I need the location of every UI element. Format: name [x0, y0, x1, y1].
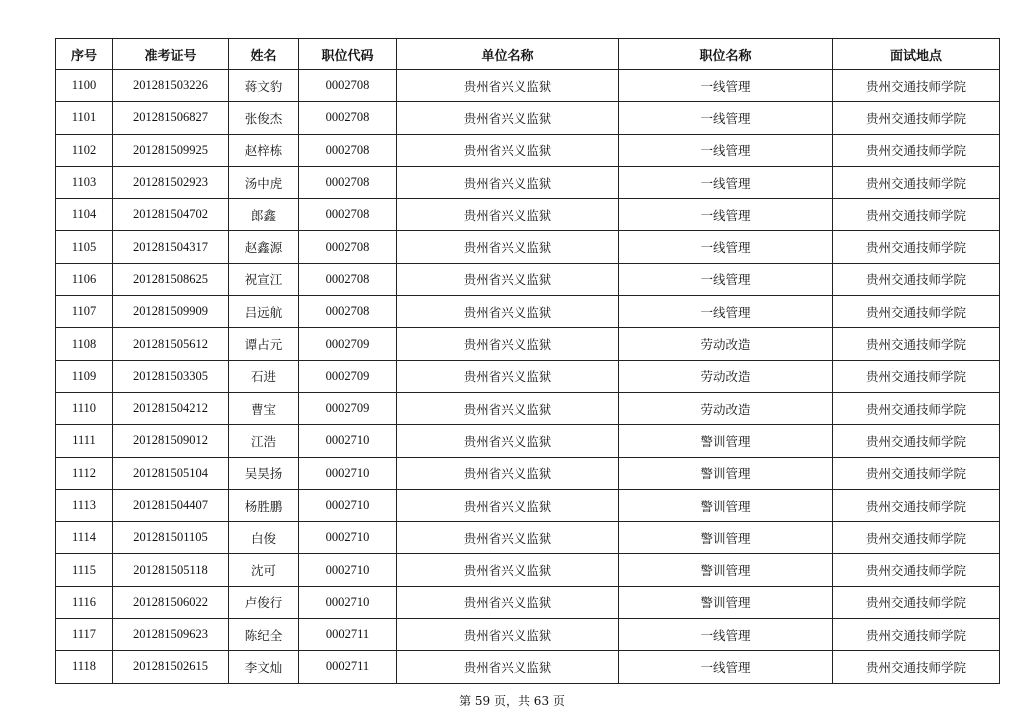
name-cell: 张俊杰 — [229, 102, 299, 134]
location-cell: 贵州交通技师学院 — [833, 199, 1000, 231]
position-name-cell: 一线管理 — [619, 199, 833, 231]
ticket-number-cell: 201281508625 — [113, 263, 229, 295]
name-cell: 蒋文豹 — [229, 70, 299, 102]
table-row — [56, 199, 1000, 231]
name-cell: 白俊 — [229, 522, 299, 554]
table-row — [56, 360, 1000, 392]
page-footer: 第 59 页，共 63 页 — [459, 694, 565, 708]
unit-name-cell: 贵州省兴义监狱 — [397, 457, 619, 489]
position-name-cell: 一线管理 — [619, 231, 833, 263]
ticket-number-cell: 201281505612 — [113, 328, 229, 360]
ticket-number-cell: 201281509623 — [113, 619, 229, 651]
unit-name-cell: 贵州省兴义监狱 — [397, 102, 619, 134]
header-cell-seq: 序号 — [56, 39, 113, 70]
unit-name-cell: 贵州省兴义监狱 — [397, 70, 619, 102]
position-code-cell: 0002710 — [299, 425, 397, 457]
seq-cell: 1118 — [56, 651, 113, 683]
position-code-cell: 0002708 — [299, 231, 397, 263]
unit-name-cell: 贵州省兴义监狱 — [397, 489, 619, 521]
ticket-number-cell: 201281506827 — [113, 102, 229, 134]
seq-cell: 1110 — [56, 392, 113, 424]
position-code-cell: 0002709 — [299, 392, 397, 424]
position-name-cell: 一线管理 — [619, 296, 833, 328]
position-code-cell: 0002711 — [299, 619, 397, 651]
seq-cell: 1112 — [56, 457, 113, 489]
name-cell: 吴昊扬 — [229, 457, 299, 489]
ticket-number-cell: 201281501105 — [113, 522, 229, 554]
seq-cell: 1114 — [56, 522, 113, 554]
name-cell: 郎鑫 — [229, 199, 299, 231]
header-cell-position-name: 职位名称 — [619, 39, 833, 70]
table-row — [56, 457, 1000, 489]
unit-name-cell: 贵州省兴义监狱 — [397, 651, 619, 683]
table-header — [56, 39, 1000, 70]
name-cell: 杨胜鹏 — [229, 489, 299, 521]
position-name-cell: 一线管理 — [619, 619, 833, 651]
name-cell: 陈纪全 — [229, 619, 299, 651]
seq-cell: 1103 — [56, 166, 113, 198]
ticket-number-cell: 201281504317 — [113, 231, 229, 263]
table-row — [56, 619, 1000, 651]
ticket-number-cell: 201281504407 — [113, 489, 229, 521]
ticket-number-cell: 201281503305 — [113, 360, 229, 392]
location-cell: 贵州交通技师学院 — [833, 134, 1000, 166]
seq-cell: 1100 — [56, 70, 113, 102]
location-cell: 贵州交通技师学院 — [833, 296, 1000, 328]
table-row — [56, 522, 1000, 554]
unit-name-cell: 贵州省兴义监狱 — [397, 166, 619, 198]
ticket-number-cell: 201281505118 — [113, 554, 229, 586]
table-row — [56, 392, 1000, 424]
header-cell-location: 面试地点 — [833, 39, 1000, 70]
unit-name-cell: 贵州省兴义监狱 — [397, 263, 619, 295]
location-cell: 贵州交通技师学院 — [833, 554, 1000, 586]
seq-cell: 1113 — [56, 489, 113, 521]
position-code-cell: 0002708 — [299, 263, 397, 295]
name-cell: 卢俊行 — [229, 586, 299, 618]
position-name-cell: 警训管理 — [619, 586, 833, 618]
position-code-cell: 0002708 — [299, 199, 397, 231]
unit-name-cell: 贵州省兴义监狱 — [397, 328, 619, 360]
seq-cell: 1111 — [56, 425, 113, 457]
position-name-cell: 警训管理 — [619, 425, 833, 457]
position-code-cell: 0002710 — [299, 586, 397, 618]
location-cell: 贵州交通技师学院 — [833, 263, 1000, 295]
position-code-cell: 0002708 — [299, 166, 397, 198]
position-name-cell: 一线管理 — [619, 70, 833, 102]
position-code-cell: 0002710 — [299, 522, 397, 554]
location-cell: 贵州交通技师学院 — [833, 360, 1000, 392]
table-row — [56, 166, 1000, 198]
seq-cell: 1108 — [56, 328, 113, 360]
name-cell: 曹宝 — [229, 392, 299, 424]
unit-name-cell: 贵州省兴义监狱 — [397, 619, 619, 651]
seq-cell: 1104 — [56, 199, 113, 231]
position-name-cell: 警训管理 — [619, 522, 833, 554]
unit-name-cell: 贵州省兴义监狱 — [397, 360, 619, 392]
ticket-number-cell: 201281502615 — [113, 651, 229, 683]
table-row — [56, 586, 1000, 618]
table-row — [56, 425, 1000, 457]
table-row — [56, 489, 1000, 521]
header-row — [56, 39, 1000, 70]
seq-cell: 1116 — [56, 586, 113, 618]
position-code-cell: 0002709 — [299, 328, 397, 360]
ticket-number-cell: 201281502923 — [113, 166, 229, 198]
ticket-number-cell: 201281504212 — [113, 392, 229, 424]
position-name-cell: 警训管理 — [619, 457, 833, 489]
location-cell: 贵州交通技师学院 — [833, 231, 1000, 263]
location-cell: 贵州交通技师学院 — [833, 457, 1000, 489]
seq-cell: 1106 — [56, 263, 113, 295]
name-cell: 谭占元 — [229, 328, 299, 360]
header-cell-name: 姓名 — [229, 39, 299, 70]
header-cell-position-code: 职位代码 — [299, 39, 397, 70]
name-cell: 石进 — [229, 360, 299, 392]
unit-name-cell: 贵州省兴义监狱 — [397, 199, 619, 231]
position-name-cell: 一线管理 — [619, 102, 833, 134]
position-name-cell: 一线管理 — [619, 651, 833, 683]
location-cell: 贵州交通技师学院 — [833, 522, 1000, 554]
location-cell: 贵州交通技师学院 — [833, 425, 1000, 457]
name-cell: 吕远航 — [229, 296, 299, 328]
unit-name-cell: 贵州省兴义监狱 — [397, 522, 619, 554]
location-cell: 贵州交通技师学院 — [833, 166, 1000, 198]
position-code-cell: 0002710 — [299, 489, 397, 521]
position-name-cell: 劳动改造 — [619, 392, 833, 424]
table-row — [56, 651, 1000, 683]
position-name-cell: 劳动改造 — [619, 328, 833, 360]
unit-name-cell: 贵州省兴义监狱 — [397, 296, 619, 328]
location-cell: 贵州交通技师学院 — [833, 651, 1000, 683]
name-cell: 沈可 — [229, 554, 299, 586]
position-code-cell: 0002708 — [299, 70, 397, 102]
unit-name-cell: 贵州省兴义监狱 — [397, 586, 619, 618]
table-body — [56, 70, 1000, 684]
table-row — [56, 70, 1000, 102]
ticket-number-cell: 201281504702 — [113, 199, 229, 231]
seq-cell: 1105 — [56, 231, 113, 263]
ticket-number-cell: 201281503226 — [113, 70, 229, 102]
location-cell: 贵州交通技师学院 — [833, 489, 1000, 521]
ticket-number-cell: 201281506022 — [113, 586, 229, 618]
ticket-number-cell: 201281509909 — [113, 296, 229, 328]
position-code-cell: 0002710 — [299, 554, 397, 586]
position-name-cell: 劳动改造 — [619, 360, 833, 392]
name-cell: 李文灿 — [229, 651, 299, 683]
position-code-cell: 0002709 — [299, 360, 397, 392]
header-cell-unit: 单位名称 — [397, 39, 619, 70]
seq-cell: 1101 — [56, 102, 113, 134]
table-row — [56, 102, 1000, 134]
unit-name-cell: 贵州省兴义监狱 — [397, 231, 619, 263]
unit-name-cell: 贵州省兴义监狱 — [397, 392, 619, 424]
name-cell: 赵梓栋 — [229, 134, 299, 166]
table-row — [56, 554, 1000, 586]
seq-cell: 1107 — [56, 296, 113, 328]
ticket-number-cell: 201281509925 — [113, 134, 229, 166]
name-cell: 祝宣江 — [229, 263, 299, 295]
location-cell: 贵州交通技师学院 — [833, 619, 1000, 651]
name-cell: 江浩 — [229, 425, 299, 457]
ticket-number-cell: 201281505104 — [113, 457, 229, 489]
unit-name-cell: 贵州省兴义监狱 — [397, 554, 619, 586]
name-cell: 赵鑫源 — [229, 231, 299, 263]
header-cell-ticket: 准考证号 — [113, 39, 229, 70]
position-code-cell: 0002711 — [299, 651, 397, 683]
location-cell: 贵州交通技师学院 — [833, 102, 1000, 134]
position-code-cell: 0002708 — [299, 102, 397, 134]
position-name-cell: 一线管理 — [619, 263, 833, 295]
unit-name-cell: 贵州省兴义监狱 — [397, 134, 619, 166]
table-row — [56, 231, 1000, 263]
unit-name-cell: 贵州省兴义监狱 — [397, 425, 619, 457]
seq-cell: 1115 — [56, 554, 113, 586]
table-row — [56, 328, 1000, 360]
position-name-cell: 一线管理 — [619, 134, 833, 166]
location-cell: 贵州交通技师学院 — [833, 392, 1000, 424]
seq-cell: 1109 — [56, 360, 113, 392]
location-cell: 贵州交通技师学院 — [833, 328, 1000, 360]
location-cell: 贵州交通技师学院 — [833, 586, 1000, 618]
seq-cell: 1102 — [56, 134, 113, 166]
position-name-cell: 警训管理 — [619, 489, 833, 521]
position-name-cell: 一线管理 — [619, 166, 833, 198]
seq-cell: 1117 — [56, 619, 113, 651]
position-code-cell: 0002708 — [299, 134, 397, 166]
candidate-table — [55, 38, 1000, 684]
position-name-cell: 警训管理 — [619, 554, 833, 586]
table-row — [56, 296, 1000, 328]
position-code-cell: 0002708 — [299, 296, 397, 328]
ticket-number-cell: 201281509012 — [113, 425, 229, 457]
table-row — [56, 134, 1000, 166]
location-cell: 贵州交通技师学院 — [833, 70, 1000, 102]
table-row — [56, 263, 1000, 295]
position-code-cell: 0002710 — [299, 457, 397, 489]
name-cell: 汤中虎 — [229, 166, 299, 198]
